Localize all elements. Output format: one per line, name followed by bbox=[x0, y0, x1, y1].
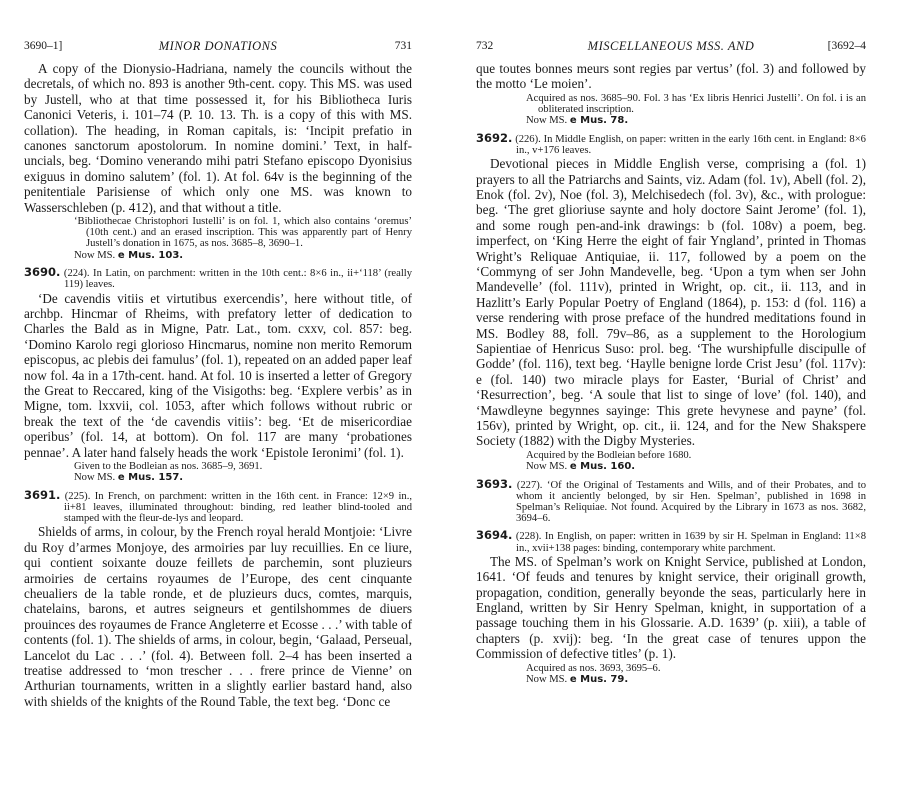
entry-heading-3694 bbox=[476, 530, 866, 553]
entry-paragraph: Shields of arms, in colour, by the French royal herald Montjoie: ‘Livre du Roy d’armes Monjoye, des armoiries par luy recuillies. En ce liure, qui contient soixante douze feillets de parchemin, sont pluzieurs armoiries de certains royaumes de l’Europe, des cent cinquante cheualiers de la table ronde, et de pluzieurs ducs, comtes, marquis, chatelains, barons, et autres seigneurs et gentilshommes de diuers prouinces des royaumes de France Angleterre et Ecosse . . .’ with table of contents (fol. 1). The shields of arms, in colour, begin, ‘Galaad, Perseual, Lancelot du Lac . . .’ (fol. 4). Between foll. 2–4 has been inserted a treatise addressed to ‘mon trescher . . . frere prince de Vienne’ on Arthurian tournaments, written in a slightly earlier bastard hand, also with shields of the knights of the Round Table, the text beg. ‘Donc ce bbox=[24, 524, 412, 709]
page-body bbox=[24, 61, 412, 709]
shelfmark-line: Now MS. e Mus. 103. bbox=[74, 249, 184, 261]
page-title: MISCELLANEOUS MSS. AND bbox=[587, 39, 755, 53]
entry-description: (227). ‘Of the Original of Testaments and Wills, and of their Probates, and to whom it anciently belonged, by sir Hen. Spelman’, published in 1698 in Spelman’s Reliquiae. Not found. Acquired by the Library in 1673 as nos. 3682, 3694–6. bbox=[516, 479, 866, 525]
shelfmark-line: Now MS. e Mus. 160. bbox=[526, 461, 636, 473]
provenance-note: Given to the Bodleian as nos. 3685–9, 3691. bbox=[74, 461, 263, 473]
running-head bbox=[24, 38, 412, 54]
continuation-paragraph: que toutes bonnes meurs sont regies par vertus’ (fol. 3) and followed by the motto ‘Le moien’. bbox=[476, 61, 866, 92]
entry-number: 3691. bbox=[24, 487, 61, 502]
entry-description: (225). In French, on parchment: written in the 16th cent. in France: 12×9 in., ii+81 leaves, illuminated throughout: binding, red leather blind-tooled and stamped with the fleur-de-lys and leopard. bbox=[64, 490, 412, 525]
entry-number: 3693. bbox=[476, 476, 513, 491]
running-head bbox=[476, 38, 866, 54]
provenance-note: Acquired as nos. 3693, 3695–6. bbox=[526, 662, 661, 674]
page-number: 731 bbox=[394, 40, 412, 52]
entry-paragraph: Devotional pieces in Middle English verse, comprising a (fol. 1) prayers to all the Patriarchs and Saints, viz. Adam (fol. 1v), Abell (fol. 2), Enok (fol. 2v), Noe (fol. 3), Melchisedech (fol. 3v), &c., with prologue: beg. ‘The gret glioriuse saynte and holy doctore Saint Jerome’ (fol. 1), and some rough pen-and-ink drawings: b (fol. 108v) a poem, beg. imperfect, on ‘King Herre the eight of fair Yngland’, printed in Thomas Wright’s Reliquae Antiquiae, ii. 117, followed by a poem on the ‘Commyng of ser John Mandevelle, beg. ‘Upon a tym when ser John Mandevelle’ (fol. 111v), printed in Wright, op. cit., ii. 113, and in Hazlitt’s Early Popular Poetry of England (1864), p. 153: d (fol. 116) a verse rendering with prose preface of the hundred meditations found in MS. Bodley 88, foll. 79v–86, as a supplement to the Horologium Sapientiae of Henricus Suso: prol. beg. ‘The wurshipfulle discipulle of Godde’ (fol. 116), text beg. ‘Haylle benigne lorde Crist Jesu’ (fol. 117v): e (fol. 140) two miracle plays for Easter, ‘Burial of Christ’ and ‘Resurrection’, beg. ‘A soule that list to singe of love’ (fol. 140), and ‘Mawdleyne begynnes sayinge: This grete hevynese and payne’ (fol. 156v), printed by Wright, op. cit., ii. 124, and for the New Shakspere Society (1882) with the Digby Mysteries. bbox=[476, 156, 866, 449]
shelfmark-line: Now MS. e Mus. 157. bbox=[74, 472, 184, 484]
shelfmark: e Mus. 78. bbox=[569, 115, 629, 127]
entry-description: (228). In English, on paper: written in 1639 by sir H. Spelman in England: 11×8 in., xvii+138 pages: binding, contemporary white parchment. bbox=[515, 531, 866, 554]
entry-paragraph: The MS. of Spelman’s work on Knight Service, published at London, 1641. ‘Of feuds and tenures by knight service, their originall growth, propagation, condition, generally beyonde the seas, particularly here in England, written by Sir Henry Spelman, knight, in supportation of a passage touching them in his Glossarie. A.D. 1639’ (p. xiii), a table of chapters (p. xvij): beg. ‘In the great case of tenures uppon the Commission of defective titles’ (p. 1). bbox=[476, 553, 866, 662]
page-title: MINOR DONATIONS bbox=[158, 39, 278, 53]
entry-number: 3694. bbox=[476, 528, 513, 543]
page-number: 732 bbox=[476, 40, 494, 52]
entry-heading-3691 bbox=[24, 487, 412, 525]
entry-heading-3692 bbox=[476, 130, 866, 156]
entry-description: (226). In Middle English, on paper: written in the early 16th cent. in England: 8×6 in., v+176 leaves. bbox=[515, 133, 866, 156]
shelfmark: e Mus. 79. bbox=[569, 673, 629, 685]
shelfmark: e Mus. 103. bbox=[117, 249, 184, 261]
page-body bbox=[476, 61, 866, 685]
entry-heading-3693 bbox=[476, 476, 866, 525]
right-page bbox=[476, 0, 866, 800]
shelfmark: e Mus. 157. bbox=[117, 472, 184, 484]
shelfmark: e Mus. 160. bbox=[569, 461, 636, 473]
continuation-paragraph: A copy of the Dionysio-Hadriana, namely the councils without the decretals, of which no. 893 is another 9th-cent. copy. This MS. was used by Justell, who at that time possessed it, for his Bibliotheca Iuris Canonici Veteris, i. 101–74 (P. 10. 13. Th. is a copy of this with MS. collation). The heading, in Roman capitals, is: ‘Incipit prefatio in canones sanctorum apostolorum. In nomine domini.’ Text, in half-uncials, beg. ‘Domino venerando mihi patri Stefano episcopo Dyonisius exiguus in domino salutem’ (fol. 1). At fol. 64v is the beginning of the penitentiale Parisiense of which only one MS. was known to Wasserschleben (p. 412), and that without a title. bbox=[24, 61, 412, 215]
left-page bbox=[24, 0, 412, 800]
entry-paragraph: ‘De cavendis vitiis et virtutibus exercendis’, here without title, of archbp. Hincmar of Rheims, with prefatory letter of dedication to Charles the Bald as in Migne, Patr. Lat., tom. cxxv, col. 857: beg. ‘Domino Karolo regi glorioso Hincmarus, nomine non merito Remorum episcopus, ac plebis dei famulus’ (fol. 1), repeated on an added paper leaf now fol. 4a in a 17th-cent. hand. At fol. 10 is inserted a letter of Gregory the Great to Reccared, king of the Visigoths: beg. ‘Explere verbis’ as in Migne, tom. lxxvii, col. 1053, after which follows without rubric or break the text of the ‘de cavendis vitiis’: beg. ‘Et de misericordiae operibus’ (fol. 14, at bottom). On fol. 117 are many ‘probationes pennae’. A later hand falsely heads the work ‘Epistole Ieronimi’ (fol. 1). bbox=[24, 290, 412, 460]
entry-range: 3690–1] bbox=[24, 40, 63, 52]
entry-description: (224). In Latin, on parchment: written in the 10th cent.: 8×6 in., ii+‘118’ (really 119) leaves. bbox=[63, 268, 413, 291]
provenance-note: Acquired by the Bodleian before 1680. bbox=[526, 449, 692, 461]
provenance-note: Acquired as nos. 3685–90. Fol. 3 has ‘Ex libris Henrici Justelli’. On fol. i is an obliterated inscription. bbox=[526, 92, 866, 116]
entry-heading-3690 bbox=[24, 267, 412, 290]
entry-number: 3692. bbox=[476, 130, 513, 145]
entry-number: 3690. bbox=[24, 265, 61, 280]
entry-range: [3692–4 bbox=[827, 40, 866, 52]
shelfmark-line: Now MS. e Mus. 79. bbox=[526, 673, 629, 685]
shelfmark-line: Now MS. e Mus. 78. bbox=[526, 115, 629, 127]
provenance-note: ‘Bibliothecae Christophori Iustelli’ is on fol. 1, which also contains ‘oremus’ (10th cent.) and an erased inscription. This was apparently part of Henry Justell’s donation in 1675, as nos. 3685–8, 3690–1. bbox=[74, 216, 412, 250]
